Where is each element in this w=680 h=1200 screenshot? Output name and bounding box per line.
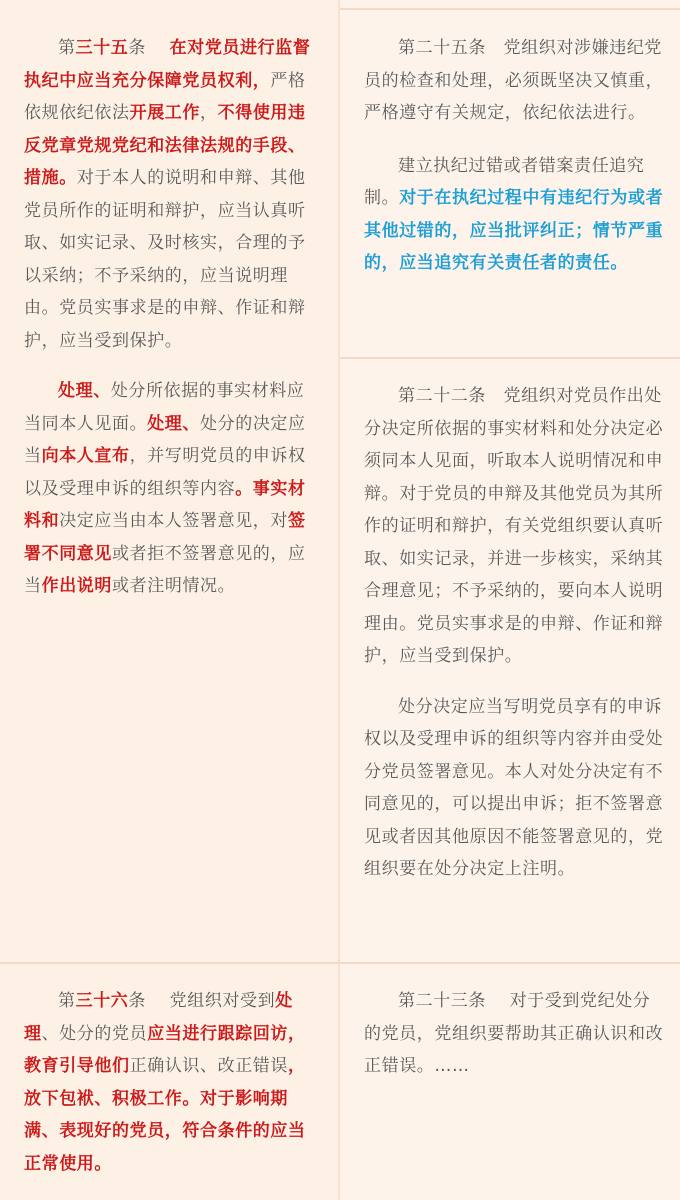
right-article-23 — [364, 985, 664, 1083]
body-text: 或者注明情况。 — [112, 576, 236, 596]
highlighted-text: 处理、 — [147, 413, 201, 434]
body-text: 第 — [58, 38, 76, 58]
body-text: 处分的决定应当 — [24, 413, 306, 466]
body-text: 第 — [58, 991, 76, 1011]
article-36-paragraph — [24, 985, 318, 1180]
highlighted-text: 作出说明 — [41, 576, 113, 596]
body-text: 正确认识、改正错误 — [129, 1056, 289, 1076]
body-text: 第二十五条 党组织对涉嫌违纪党员的检查和处理，必须既坚决又慎重，严格遵守有关规定，依纪依法进行。 — [364, 38, 664, 123]
body-text: 处分所依据的事实材料应当同本人见面。 — [24, 381, 305, 434]
body-text: 决定应当由本人签署意见，对 — [59, 511, 289, 531]
article-25-paragraph-2 — [364, 150, 664, 280]
body-text: ， — [200, 103, 218, 123]
body-text: 严格依规依纪依法 — [24, 70, 306, 123]
article-22-paragraph-1 — [364, 380, 664, 673]
highlighted-text: 三十五 — [75, 38, 129, 58]
article-23-paragraph — [364, 985, 664, 1083]
body-text: 条 — [128, 38, 170, 58]
right-article-25 — [364, 32, 664, 280]
body-text: 、处分的党员 — [41, 1023, 148, 1044]
highlighted-text: 向本人宣布 — [41, 446, 130, 466]
body-text: 第二十三条 对于受到党纪处分的党员，党组织要帮助其正确认识和改正错误。…… — [364, 991, 664, 1076]
highlighted-text: 。事实材料和 — [24, 478, 306, 531]
row-divider-right-mid — [340, 357, 680, 359]
left-article-35 — [24, 32, 318, 603]
highlighted-text: 对于在执纪过程中有违纪行为或者其他过错的，应当批评纠正；情节严重的，应当追究有关责任者的责任。 — [364, 188, 664, 273]
highlighted-text: 开展工作 — [129, 103, 201, 123]
highlighted-text: 处理、 — [58, 381, 111, 401]
body-text: 条 党组织对受到 — [128, 991, 276, 1011]
article-35-paragraph-1 — [24, 32, 318, 357]
row-divider-bottom — [0, 962, 680, 964]
highlighted-text: 应当进行跟踪回访，教育引导他们 — [24, 1023, 306, 1076]
left-article-36 — [24, 985, 318, 1180]
highlighted-text: 不得使用违反党章党规党纪和法律法规的手段、措施。 — [24, 103, 306, 188]
highlighted-text: ，放下包袱、积极工作。对于影响期满、表现好的党员，符合条件的应当正常使用。 — [24, 1056, 306, 1174]
article-22-paragraph-2 — [364, 691, 664, 886]
row-divider-top — [340, 8, 680, 10]
column-divider — [338, 0, 340, 1200]
article-25-paragraph-1 — [364, 32, 664, 130]
highlighted-text: 签署不同意见 — [24, 511, 306, 564]
body-text: 建立执纪过错或者错案责任追究制。 — [364, 155, 645, 208]
body-text: 或者拒不签署意见的，应当 — [24, 543, 306, 596]
body-text: 处分决定应当写明党员享有的申诉权以及受理申诉的组织等内容并由受处分党员签署意见。本人对处分决定有不同意见的，可以提出申诉；拒不签署意见或者因其他原因不能签署意见的，党组织要在处分决定上注明。 — [364, 696, 664, 879]
body-text: 对于本人的说明和申辩、其他党员所作的证明和辩护，应当认真听取、如实记录、及时核实，合理的予以采纳；不予采纳的，应当说明理由。党员实事求是的申辩、作证和辩护，应当受到保护。 — [24, 168, 306, 351]
highlighted-text: 处理 — [24, 991, 293, 1044]
highlighted-text: 三十六 — [75, 991, 129, 1011]
article-35-paragraph-2 — [24, 375, 318, 603]
body-text: ，并写明党员的申诉权以及受理申诉的组织等内容 — [24, 446, 306, 499]
body-text: 第二十二条 党组织对党员作出处分决定所依据的事实材料和处分决定必须同本人见面，听取本人说明情况和申辩。对于党员的申辩及其他党员为其所作的证明和辩护，有关党组织要认真听取、如实记录，并进一步核实，采纳其合理意见；不予采纳的，要向本人说明理由。党员实事求是的申辩、作证和辩护，应当受到保护。 — [364, 386, 664, 666]
highlighted-text: 在对党员进行监督执纪中应当充分保障党员权利， — [24, 38, 311, 91]
right-article-22 — [364, 380, 664, 886]
